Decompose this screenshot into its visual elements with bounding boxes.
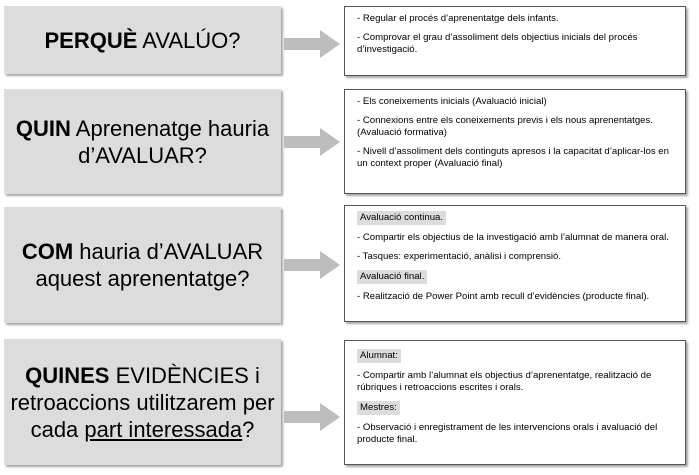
question-text xyxy=(4,362,281,443)
question-keyword: QUINES xyxy=(25,362,110,388)
answer-box-why xyxy=(344,6,686,76)
section-tag: Mestres: xyxy=(357,401,400,415)
section-tag: Avaluació final. xyxy=(357,270,427,284)
question-underlined: part interessada xyxy=(84,416,243,442)
arrow-right-icon xyxy=(284,30,340,58)
question-keyword: COM xyxy=(21,239,74,264)
question-box-evidence xyxy=(4,339,281,465)
bullet: - Regular el procés d’aprenentatge dels infants. xyxy=(357,13,559,24)
arrow-right-icon xyxy=(284,251,340,279)
question-rest: EVIDÈNCIES i retroaccions utilitzarem per cada xyxy=(10,362,275,442)
arrow-right-icon xyxy=(284,403,340,431)
answer-box-evidence xyxy=(344,340,686,465)
question-rest: Aprenenatge hauria d’AVALUAR? xyxy=(70,115,270,168)
answer-box-how xyxy=(344,205,686,322)
bullet: - Realització de Power Point amb recull d’evidències (producte final). xyxy=(357,291,650,302)
answer-box-what xyxy=(344,89,686,194)
question-keyword: PERQUÈ xyxy=(44,27,138,53)
bullet: - Comprovar el grau d’assoliment dels objectius inicials del procés d’investigació. xyxy=(357,32,638,55)
section-tag: Avaluació continua. xyxy=(357,211,446,225)
question-keyword: QUIN xyxy=(15,115,71,141)
question-text xyxy=(38,27,246,54)
bullet: - Compartir amb l’alumnat els objectius d’aprenentatge, realització de rúbriques i retroaccions escrites i orals. xyxy=(357,370,652,393)
section-tag: Alumnat: xyxy=(357,349,401,363)
question-box-how xyxy=(4,207,281,323)
bullet: - Nivell d’assoliment dels continguts apresos i la capacitat d’aplicar-los en un context proper (Avaluació final) xyxy=(357,146,669,169)
question-rest: hauria d’AVALUAR aquest aprenentatge? xyxy=(35,239,264,291)
arrow-right-icon xyxy=(284,128,340,156)
bullet: - Observació i enregistrament de les intervencions orals i avaluació del producte final. xyxy=(357,422,658,445)
question-text xyxy=(4,115,281,169)
bullet: - Connexions entre els coneixements previs i els nous aprenentatges. (Avaluació formativa) xyxy=(357,115,653,138)
question-text xyxy=(4,238,281,292)
bullet: - Tasques: experimentació, anàlisi i comprensió. xyxy=(357,251,562,262)
question-rest: AVALÚO? xyxy=(137,27,241,53)
question-box-why xyxy=(4,6,281,74)
question-box-what xyxy=(4,89,281,194)
question-end: ? xyxy=(242,416,255,442)
bullet: - Compartir els objectius de la investigació amb l’alumnat de manera oral. xyxy=(357,232,669,243)
bullet: - Els coneixements inicials (Avaluació inicial) xyxy=(357,96,547,107)
